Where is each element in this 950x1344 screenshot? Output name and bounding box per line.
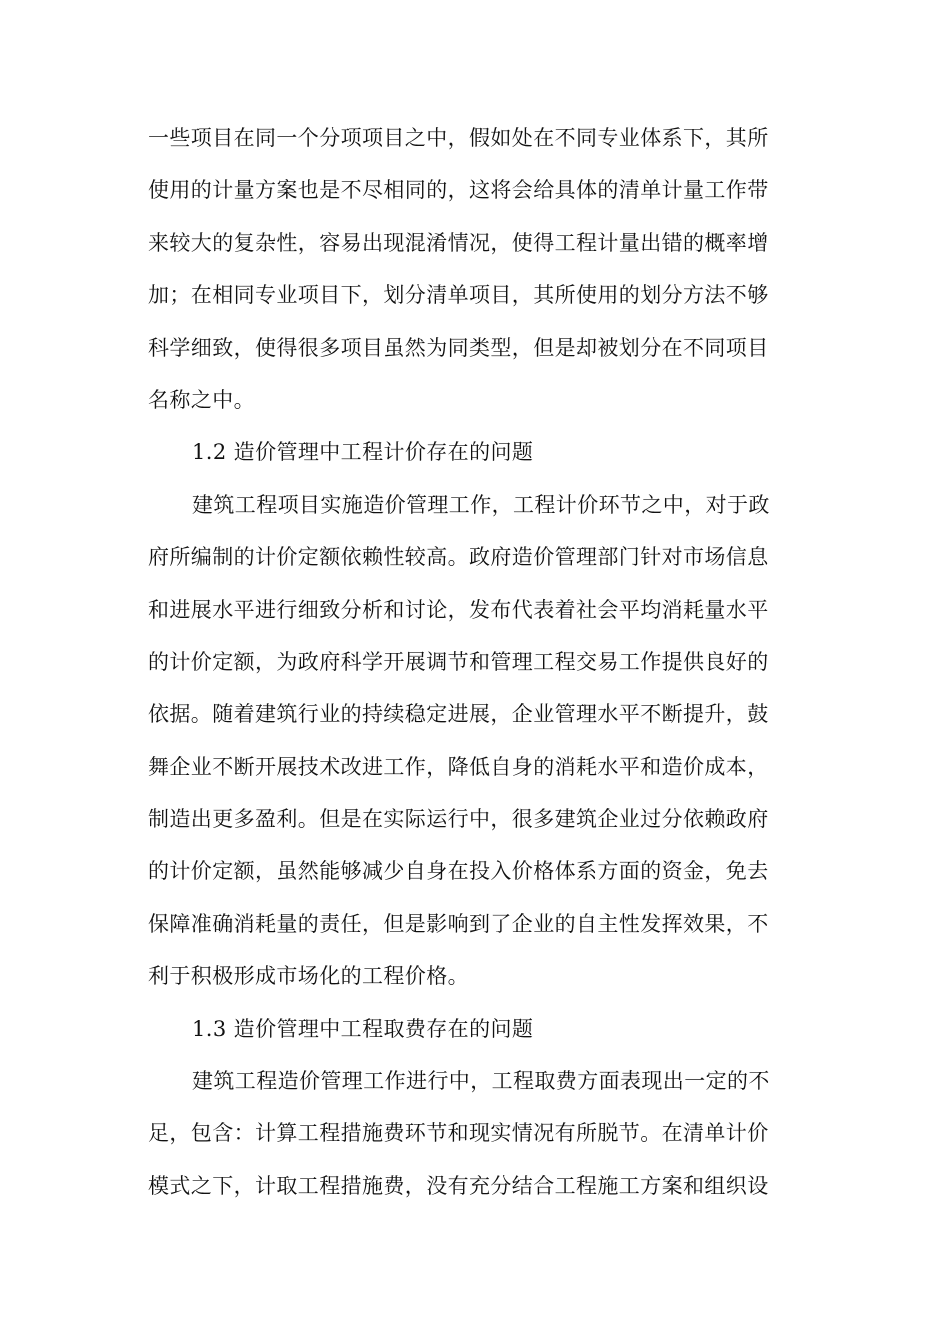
- document-body: [148, 112, 798, 1212]
- paragraph-line: 科学细致，使得很多项目虽然为同类型，但是却被划分在不同项目: [148, 335, 769, 360]
- section-heading: 1.2 造价管理中工程计价存在的问题: [192, 440, 534, 465]
- paragraph-line: 和进展水平进行细致分析和讨论，发布代表着社会平均消耗量水平: [148, 597, 769, 622]
- paragraph-line: 舞企业不断开展技术改进工作，降低自身的消耗水平和造价成本，: [148, 754, 769, 779]
- paragraph-line: 来较大的复杂性，容易出现混淆情况，使得工程计量出错的概率增: [148, 230, 769, 255]
- paragraph-line: 足，包含：计算工程措施费环节和现实情况有所脱节。在清单计价: [148, 1121, 769, 1146]
- section-heading: 1.3 造价管理中工程取费存在的问题: [192, 1016, 534, 1041]
- paragraph-line: 使用的计量方案也是不尽相同的，这将会给具体的清单计量工作带: [148, 178, 769, 203]
- paragraph-line: 名称之中。: [148, 387, 255, 412]
- paragraph-line: 的计价定额，虽然能够减少自身在投入价格体系方面的资金，免去: [148, 859, 769, 884]
- paragraph-line: 依据。随着建筑行业的持续稳定进展，企业管理水平不断提升，鼓: [148, 702, 769, 727]
- paragraph-line: 加；在相同专业项目下，划分清单项目，其所使用的划分方法不够: [148, 283, 769, 308]
- paragraph-line: 的计价定额，为政府科学开展调节和管理工程交易工作提供良好的: [148, 649, 769, 674]
- paragraph-line: 保障准确消耗量的责任，但是影响到了企业的自主性发挥效果，不: [148, 911, 769, 936]
- paragraph-line: 制造出更多盈利。但是在实际运行中，很多建筑企业过分依赖政府: [148, 807, 769, 832]
- paragraph-line: 利于积极形成市场化的工程价格。: [148, 964, 469, 989]
- paragraph-line: 模式之下，计取工程措施费，没有充分结合工程施工方案和组织设: [148, 1173, 769, 1198]
- paragraph-line: 一些项目在同一个分项项目之中，假如处在不同专业体系下，其所: [148, 126, 769, 150]
- paragraph-line: 建筑工程造价管理工作进行中，工程取费方面表现出一定的不: [192, 1069, 770, 1094]
- paragraph-line: 建筑工程项目实施造价管理工作，工程计价环节之中，对于政: [192, 492, 770, 517]
- paragraph-line: 府所编制的计价定额依赖性较高。政府造价管理部门针对市场信息: [148, 545, 769, 570]
